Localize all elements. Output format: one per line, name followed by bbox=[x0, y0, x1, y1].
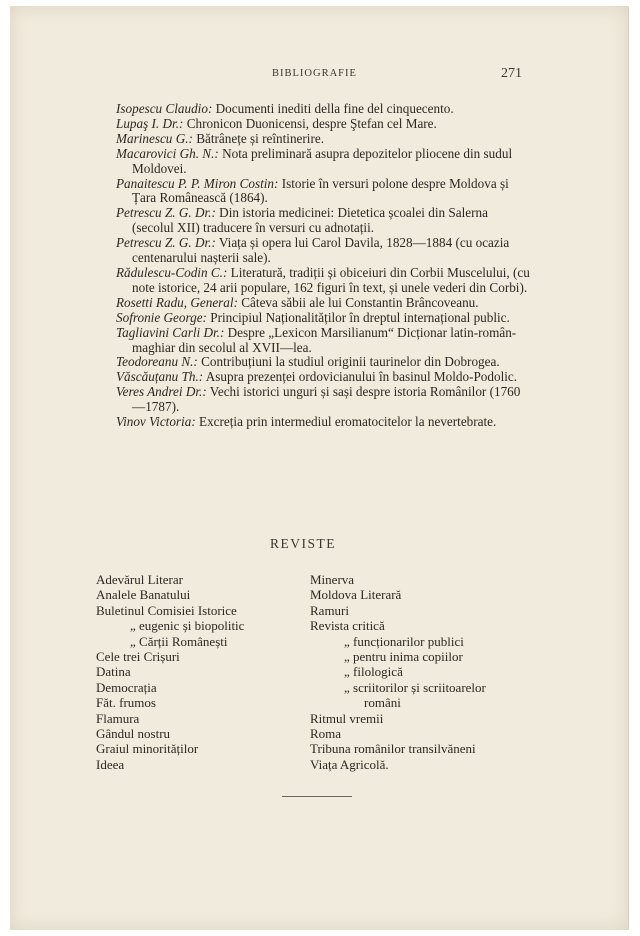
entry-title: Chronicon Duonicensi, despre Ştefan cel Mare. bbox=[183, 115, 437, 131]
entry-author: Vinov Victoria: bbox=[116, 414, 196, 430]
journal-item: Graiul minorităților bbox=[96, 741, 199, 757]
bibliography-entry bbox=[116, 236, 532, 266]
entry-title: Istorie în versuri polone despre Moldova și Țara Românească (1864). bbox=[132, 175, 509, 206]
running-head: BIBLIOGRAFIE bbox=[272, 68, 357, 79]
entry-author: Văscăuțanu Th.: bbox=[116, 369, 204, 385]
entry-author: Sofronie George: bbox=[116, 309, 207, 325]
journal-item: Tribuna românilor transilvăneni bbox=[310, 741, 476, 757]
entry-author: Panaitescu P. P. Miron Costin: bbox=[116, 175, 279, 191]
journal-item: Buletinul Comisiei Istorice bbox=[96, 602, 237, 618]
journal-item: Roma bbox=[310, 726, 342, 742]
page-number: 271 bbox=[501, 66, 522, 81]
entry-author: Lupaş I. Dr.: bbox=[116, 115, 184, 131]
bibliography-entry bbox=[116, 206, 532, 236]
bibliography-entry bbox=[116, 132, 532, 147]
entry-title: Din istoria medicinei: Dietetica școalei din Salerna (secolul XII) traducere în versuri cu adnotații. bbox=[132, 205, 488, 236]
journal-item: Viața Agricolă. bbox=[310, 756, 389, 772]
reviste-left-column bbox=[96, 572, 296, 772]
separator-rule bbox=[282, 796, 352, 797]
entry-author: Tagliavini Carli Dr.: bbox=[116, 324, 225, 340]
book-page bbox=[10, 6, 629, 930]
bibliography-entry bbox=[116, 311, 532, 326]
journal-item: Analele Banatului bbox=[96, 587, 191, 603]
section-title-reviste: REVISTE bbox=[270, 536, 336, 551]
entry-title: Principiul Naționalităților în dreptul internațional public. bbox=[206, 309, 510, 325]
entry-title: Documenti inediti della fine del cinquecento. bbox=[212, 101, 454, 116]
entry-author: Teodoreanu N.: bbox=[116, 354, 198, 370]
entry-title: Literatură, tradiții și obiceiuri din Corbii Muscelului, (cu note istorice, 24 arii populare, 162 figuri în text, și unele vederi din Corbi). bbox=[132, 264, 530, 295]
bibliography-entry bbox=[116, 355, 532, 370]
entry-title: Asupra prezenței ordovicianului în basinul Moldo-Podolic. bbox=[203, 369, 518, 385]
entry-author: Rădulescu-Codin C.: bbox=[116, 264, 228, 280]
journal-item: Democrația bbox=[96, 679, 157, 695]
entry-author: Isopescu Claudio: bbox=[116, 101, 213, 116]
entry-author: Rosetti Radu, General: bbox=[116, 294, 238, 310]
entry-title: Vechi istorici unguri și sași despre istoria Românilor (1760—1787). bbox=[132, 384, 521, 415]
journal-item: Ramuri bbox=[310, 602, 349, 618]
bibliography-entry bbox=[116, 296, 532, 311]
bibliography-entry bbox=[116, 415, 532, 430]
journal-item: Moldova Literară bbox=[310, 587, 402, 603]
journal-item: Cele trei Crișuri bbox=[96, 649, 180, 665]
entry-title: Contribuțiuni la studiul originii taurinelor din Dobrogea. bbox=[197, 354, 500, 370]
entry-author: Macarovici Gh. N.: bbox=[116, 145, 219, 161]
entry-author: Marinescu G.: bbox=[116, 130, 193, 146]
entry-title: Câteva săbii ale lui Constantin Brâncoveanu. bbox=[237, 294, 479, 310]
entry-author: Veres Andrei Dr.: bbox=[116, 384, 207, 400]
journal-item: Minerva bbox=[310, 572, 355, 587]
journal-sub-item: „ Cărții Românești bbox=[130, 633, 228, 649]
journal-sub-item: „ pentru inima copiilor bbox=[344, 649, 463, 665]
entry-title: Bătrânețe și reîntinerire. bbox=[192, 130, 325, 146]
bibliography-list bbox=[116, 102, 532, 430]
bibliography-entry bbox=[116, 117, 532, 132]
bibliography-entry bbox=[116, 326, 532, 356]
journal-item: Făt. frumos bbox=[96, 695, 156, 711]
entry-title: Viața și opera lui Carol Davila, 1828—1884 (cu ocazia centenarului nașterii sale). bbox=[132, 235, 510, 266]
entry-author: Petrescu Z. G. Dr.: bbox=[116, 205, 216, 221]
journal-item: Flamura bbox=[96, 710, 140, 726]
journal-item: Adevărul Literar bbox=[96, 572, 183, 587]
entry-title: Nota preliminară asupra depozitelor pliocene din sudul Moldovei. bbox=[132, 145, 513, 176]
bibliography-entry bbox=[116, 102, 532, 117]
journal-sub-item: „ filologică bbox=[344, 664, 403, 680]
bibliography-entry bbox=[116, 147, 532, 177]
entry-title: Excreția prin intermediul eromatocitelor la nevertebrate. bbox=[195, 414, 497, 430]
journal-sub-item: „ scriitorilor și scriitoarelor bbox=[344, 679, 486, 695]
journal-item: Ideea bbox=[96, 756, 125, 772]
bibliography-entry bbox=[116, 385, 532, 415]
journal-item: Ritmul vremii bbox=[310, 710, 384, 726]
bibliography-entry bbox=[116, 177, 532, 207]
journal-item: Datina bbox=[96, 664, 131, 680]
journal-item: Revista critică bbox=[310, 618, 385, 634]
entry-author: Petrescu Z. G. Dr.: bbox=[116, 235, 216, 251]
journal-item: Gândul nostru bbox=[96, 726, 171, 742]
journal-sub-item: „ funcționarilor publici bbox=[344, 633, 464, 649]
journal-sub-item-continuation: români bbox=[364, 695, 401, 711]
entry-title: Despre „Lexicon Marsilianum“ Dicționar latin-român-maghiar din secolul al XVII—lea. bbox=[132, 324, 517, 355]
reviste-right-column bbox=[310, 572, 540, 772]
bibliography-entry bbox=[116, 370, 532, 385]
journal-sub-item: „ eugenic și biopolitic bbox=[130, 618, 245, 634]
bibliography-entry bbox=[116, 266, 532, 296]
